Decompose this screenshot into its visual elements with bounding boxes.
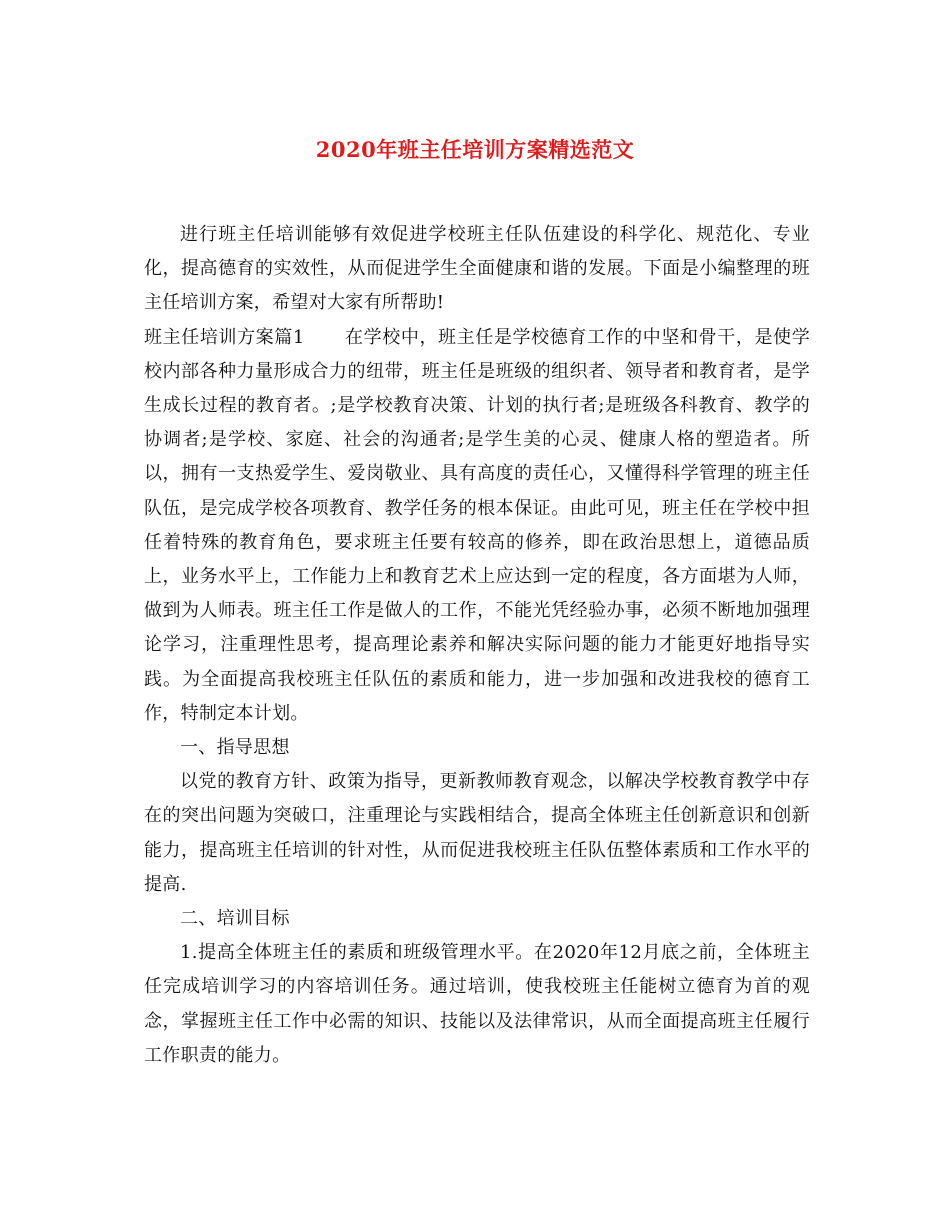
heading-guiding-thought: 一、指导思想 <box>180 737 290 759</box>
section-body: 在学校中，班主任是学校德育工作的中坚和骨干，是使学校内部各种力量形成合力的纽带，班主任是班级的组织者、领导者和教育者，是学生成长过程的教育者。;是学校教育决策、计划的执行者;是班级各科教育、教学的协调者;是学校、家庭、社会的沟通者;是学生美的心灵、健康人格的塑造者。所以，拥有一支热爱学生、爱岗敬业、具有高度的责任心，又懂得科学管理的班主任队伍，是完成学校各项教育、教学任务的根本保证。由此可见，班主任在学校中担任着特殊的教育角色，要求班主任要有较高的修养，即在政治思想上，道德品质上，业务水平上，工作能力上和教育艺术上应达到一定的程度，各方面堪为人师，做到为人师表。班主任工作是做人的工作，不能光凭经验办事，必须不断地加强理论学习，注重理性思考，提高理论素养和解决实际问题的能力才能更好地指导实践。为全面提高我校班主任队伍的素质和能力，进一步加强和改进我校的德育工作，特制定本计划。 <box>144 326 811 724</box>
document-body <box>144 218 810 1073</box>
section-label: 班主任培训方案篇1 <box>144 326 305 348</box>
paragraph-guiding-thought: 以党的教育方针、政策为指导，更新教师教育观念，以解决学校教育教学中存在的突出问题为突破口，注重理论与实践相结合，提高全体班主任创新意识和创新能力，提高班主任培训的针对性，从而促进我校班主任队伍整体素质和工作水平的提高. <box>144 771 810 895</box>
section-paragraph <box>144 321 810 731</box>
paragraph-training-goals: 1.提高全体班主任的素质和班级管理水平。在2020年12月底之前，全体班主任完成培训学习的内容培训任务。通过培训，使我校班主任能树立德育为首的观念，掌握班主任工作中必需的知识、技能以及法律常识，从而全面提高班主任履行工作职责的能力。 <box>144 942 810 1066</box>
document-title: 2020年班主任培训方案精选范文 <box>315 137 635 162</box>
heading-training-goals: 二、培训目标 <box>180 908 290 930</box>
intro-paragraph: 进行班主任培训能够有效促进学校班主任队伍建设的科学化、规范化、专业化，提高德育的实效性，从而促进学生全面健康和谐的发展。下面是小编整理的班主任培训方案，希望对大家有所帮助! <box>144 224 810 314</box>
